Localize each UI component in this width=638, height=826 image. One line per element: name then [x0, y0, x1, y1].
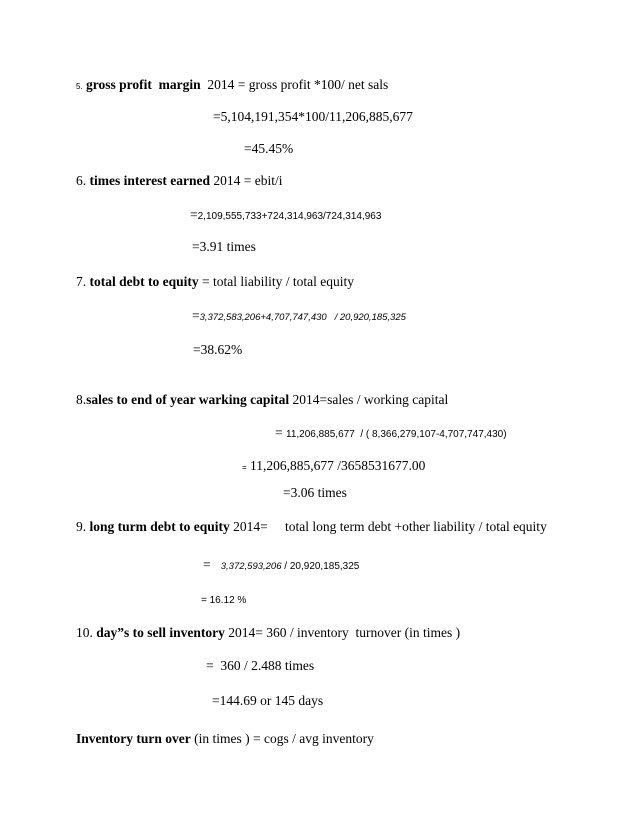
section-9-calc-equals: =: [203, 557, 211, 572]
section-9-formula-year: 2014=: [233, 519, 268, 534]
section-5-heading: [76, 77, 388, 95]
section-8-calculation-1: [275, 425, 507, 443]
section-10-heading: [76, 625, 460, 641]
section-6-label: times interest earned: [89, 173, 210, 188]
section-7-heading: [76, 274, 354, 290]
section-8-number: 8.: [76, 392, 87, 407]
section-8-calc1-equals: =: [275, 425, 283, 440]
section-9-heading: [76, 519, 268, 535]
section-7-label: total debt to equity: [89, 274, 199, 289]
section-8-result: =3.06 times: [283, 485, 347, 500]
section-9-number: 9.: [76, 519, 87, 534]
section-8-heading: [76, 392, 448, 408]
section-8-calc1-value: 11,206,885,677 / ( 8,366,279,107-4,707,747,430): [286, 429, 507, 440]
section-9-calc-value-b: / 20,920,185,325: [281, 561, 360, 572]
section-6-number: 6.: [76, 173, 87, 188]
section-5-formula: 2014 = gross profit *100/ net sals: [207, 77, 389, 92]
section-7-calc-value: 3,372,583,206+4,707,747,430 / 20,920,185,325: [199, 312, 406, 323]
section-6-calculation: [190, 207, 381, 225]
section-10-number: 10.: [76, 625, 93, 640]
section-9-formula: total long term debt +other liability / total equity: [285, 519, 547, 534]
section-6-result: =3.91 times: [192, 239, 256, 254]
inventory-turnover-formula: (in times ) = cogs / avg inventory: [194, 731, 374, 746]
section-9-calculation: [203, 557, 359, 575]
section-5-calculation: =5,104,191,354*100/11,206,885,677: [213, 109, 413, 124]
section-7-result: =38.62%: [193, 342, 243, 357]
section-8-calc2-value: 11,206,885,677 /3658531677.00: [250, 458, 426, 473]
section-10-result: =144.69 or 145 days: [212, 693, 324, 708]
section-7-calculation: [192, 308, 406, 326]
section-7-calc-equals: =: [192, 308, 200, 323]
section-9-calc-value-a: 3,372,593,206: [220, 561, 282, 572]
inventory-turnover-heading: [76, 731, 374, 747]
inventory-turnover-label: Inventory turn over: [76, 731, 191, 746]
section-5-label: gross profit margin: [86, 77, 201, 92]
section-6-heading: [76, 173, 282, 189]
section-8-formula: 2014=sales / working capital: [292, 392, 449, 407]
section-8-calculation-2: [242, 458, 425, 476]
section-5-result: =45.45%: [244, 141, 294, 156]
section-10-formula: 2014= 360 / inventory turnover (in times ): [228, 625, 461, 640]
section-8-calc2-equals: =: [242, 463, 247, 472]
section-8-label: sales to end of year warking capital: [86, 392, 290, 407]
section-5-number: 5.: [76, 82, 83, 91]
section-10-calculation: = 360 / 2.488 times: [206, 658, 315, 673]
section-7-number: 7.: [76, 274, 87, 289]
section-6-formula: 2014 = ebit/i: [213, 173, 283, 188]
section-6-calc-value: 2,109,555,733+724,314,963/724,314,963: [197, 211, 382, 222]
section-9-result: = 16.12 %: [201, 595, 247, 606]
section-7-formula: = total liability / total equity: [202, 274, 354, 289]
section-9-label: long turm debt to equity: [89, 519, 230, 534]
section-6-calc-equals: =: [190, 207, 198, 222]
section-10-label: day”s to sell inventory: [96, 625, 225, 640]
